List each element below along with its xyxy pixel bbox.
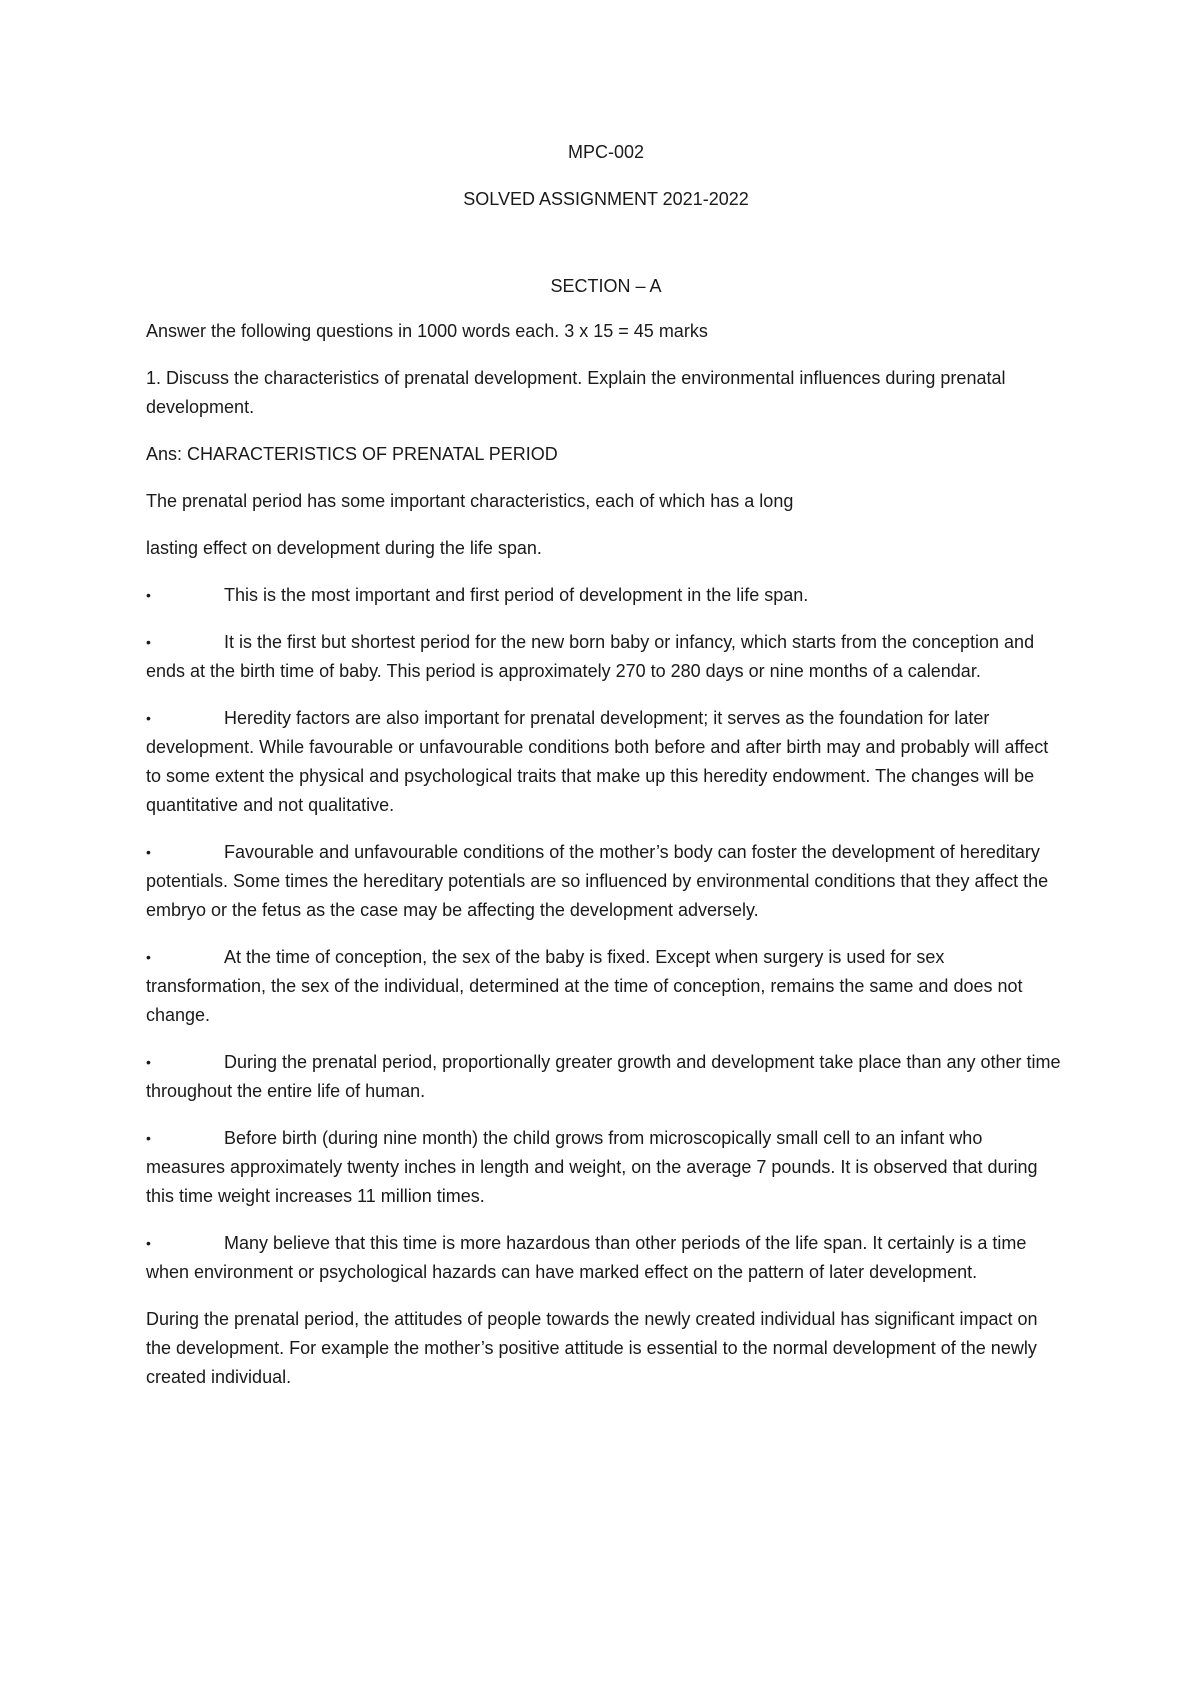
bullet-text: At the time of conception, the sex of the baby is fixed. Except when surgery is used for sex transformation, the sex of the individual, determined at the time of conception, remains the same and does not change. [146, 947, 1023, 1025]
bullet-text: Before birth (during nine month) the child grows from microscopically small cell to an infant who measures approximately twenty inches in length and weight, on the average 7 pounds. It is observed that during this time weight increases 11 million times. [146, 1128, 1038, 1206]
section-heading: SECTION – A [550, 276, 662, 296]
bullet-item [146, 1048, 1066, 1106]
bullet-icon: • [146, 844, 151, 860]
bullet-item [146, 704, 1066, 820]
bullet-icon: • [146, 1235, 151, 1251]
bullet-icon: • [146, 1130, 151, 1146]
bullet-icon: • [146, 949, 151, 965]
bullet-item [146, 943, 1066, 1030]
closing-paragraph: During the prenatal period, the attitudes of people towards the newly created individual has significant impact on the development. For example the mother’s positive attitude is essential to the normal development of the newly created individual. [146, 1309, 1038, 1387]
bullet-item [146, 1229, 1066, 1287]
bullet-item [146, 581, 1066, 610]
bullet-text: During the prenatal period, proportionally greater growth and development take place than any other time throughout the entire life of human. [146, 1052, 1061, 1101]
bullet-item [146, 838, 1066, 925]
bullet-icon: • [146, 634, 151, 650]
bullet-icon: • [146, 710, 151, 726]
bullet-text: Many believe that this time is more hazardous than other periods of the life span. It certainly is a time when environment or psychological hazards can have marked effect on the pattern of later development. [146, 1233, 1027, 1282]
bullet-text: Heredity factors are also important for prenatal development; it serves as the foundation for later development. While favourable or unfavourable conditions both before and after birth may and probably will affect to some extent the physical and psychological traits that make up this heredity endowment. The changes will be quantitative and not qualitative. [146, 708, 1049, 815]
answer-heading: Ans: CHARACTERISTICS OF PRENATAL PERIOD [146, 444, 558, 464]
question-1: 1. Discuss the characteristics of prenatal development. Explain the environmental influences during prenatal development. [146, 368, 1006, 417]
bullet-item [146, 628, 1066, 686]
document-page [146, 138, 1066, 1410]
intro-line-1: The prenatal period has some important characteristics, each of which has a long [146, 491, 794, 511]
instructions: Answer the following questions in 1000 words each. 3 x 15 = 45 marks [146, 321, 708, 341]
course-code: MPC-002 [567, 142, 645, 162]
bullet-icon: • [146, 1054, 151, 1070]
bullet-text: Favourable and unfavourable conditions of the mother’s body can foster the development of hereditary potentials. Some times the hereditary potentials are so influenced by environmental conditions that they affect the embryo or the fetus as the case may be affecting the development adversely. [146, 842, 1049, 920]
bullet-item [146, 1124, 1066, 1211]
intro-line-2: lasting effect on development during the life span. [146, 538, 542, 558]
bullet-icon: • [146, 587, 151, 603]
bullet-text: This is the most important and first period of development in the life span. [224, 585, 809, 605]
document-subtitle: SOLVED ASSIGNMENT 2021-2022 [463, 189, 749, 209]
bullet-text: It is the first but shortest period for the new born baby or infancy, which starts from the conception and ends at the birth time of baby. This period is approximately 270 to 280 days or nine months of a calendar. [146, 632, 1035, 681]
